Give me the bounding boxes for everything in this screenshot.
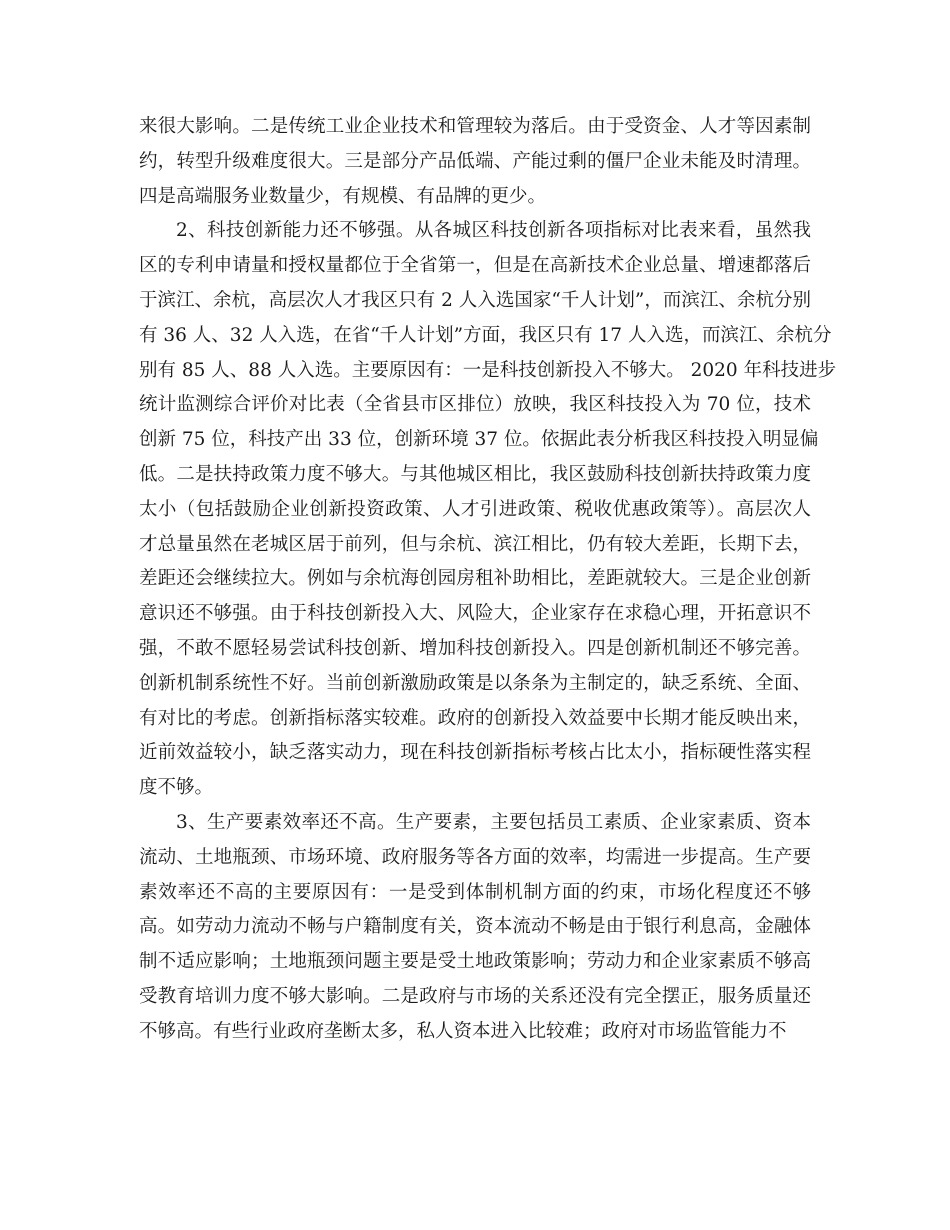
text-line: 来很大影响。二是传统工业企业技术和管理较为落后。由于受资金、人才等因素制 <box>139 116 811 137</box>
text-line: 约，转型升级难度很大。三是部分产品低端、产能过剩的僵尸企业未能及时清理。 <box>139 150 811 172</box>
text-line: 不够高。有些行业政府垄断太多，私人资本进入比较难；政府对市场监管能力不 <box>139 1020 787 1042</box>
text-line: 别有 85 人、88 人入选。主要原因有：一是科技创新投入不够大。 2020 年科技进步 <box>139 359 837 381</box>
text-line: 近前效益较小，缺乏落实动力，现在科技创新指标考核占比太小，指标硬性落实程 <box>139 742 811 764</box>
text-line: 低。二是扶持政策力度不够大。与其他城区相比，我区鼓励科技创新扶持政策力度 <box>139 463 811 485</box>
text-line: 区的专利申请量和授权量都位于全省第一，但是在高新技术企业总量、增速都落后 <box>139 255 811 277</box>
text-line: 受教育培训力度不够大影响。二是政府与市场的关系还没有完全摆正，服务质量还 <box>139 985 811 1007</box>
paragraph-1 <box>139 110 811 214</box>
text-line: 度不够。 <box>139 777 214 799</box>
text-line-indented: 3、生产要素效率还不高。生产要素，主要包括员工素质、企业家素质、资本 <box>176 811 811 833</box>
text-line: 有 36 人、32 人入选，在省“千人计划”方面，我区只有 17 人入选，而滨江、余杭分 <box>139 324 832 346</box>
text-line: 创新 75 位，科技产出 33 位，创新环境 37 位。依据此表分析我区科技投入明显偏 <box>139 429 819 451</box>
text-line: 有对比的考虑。创新指标落实较难。政府的创新投入效益要中长期才能反映出来， <box>139 707 811 729</box>
text-line: 太小（包括鼓励企业创新投资政策、人才引进政策、税收优惠政策等）。高层次人 <box>139 498 811 520</box>
text-line: 才总量虽然在老城区居于前列，但与余杭、滨江相比，仍有较大差距，长期下去， <box>139 533 811 555</box>
text-line: 素效率还不高的主要原因有：一是受到体制机制方面的约束，市场化程度还不够 <box>139 881 811 903</box>
text-line-indented: 2、科技创新能力还不够强。从各城区科技创新各项指标对比表来看，虽然我 <box>176 220 811 242</box>
text-line: 制不适应影响；土地瓶颈问题主要是受土地政策影响；劳动力和企业家素质不够高 <box>139 951 811 973</box>
text-line: 统计监测综合评价对比表（全省县市区排位）放映，我区科技投入为 70 位，技术 <box>139 394 811 416</box>
text-line: 高。如劳动力流动不畅与户籍制度有关，资本流动不畅是由于银行利息高，金融体 <box>139 916 811 938</box>
text-line: 意识还不够强。由于科技创新投入大、风险大，企业家存在求稳心理，开拓意识不 <box>139 603 811 625</box>
text-line: 差距还会继续拉大。例如与余杭海创园房租补助相比，差距就较大。三是企业创新 <box>139 568 811 590</box>
paragraph-2 <box>139 214 837 806</box>
text-line: 强，不敢不愿轻易尝试科技创新、增加科技创新投入。四是创新机制还不够完善。 <box>139 637 811 659</box>
text-line: 四是高端服务业数量少，有规模、有品牌的更少。 <box>139 185 547 207</box>
text-line: 创新机制系统性不好。当前创新激励政策是以条条为主制定的，缺乏系统、全面、 <box>139 672 811 694</box>
paragraph-3 <box>139 806 811 1050</box>
document-body <box>139 110 837 1050</box>
text-line: 于滨江、余杭，高层次人才我区只有 2 人入选国家“千人计划”，而滨江、余杭分别 <box>139 289 811 311</box>
text-line: 流动、土地瓶颈、市场环境、政府服务等各方面的效率，均需进一步提高。生产要 <box>139 846 811 868</box>
